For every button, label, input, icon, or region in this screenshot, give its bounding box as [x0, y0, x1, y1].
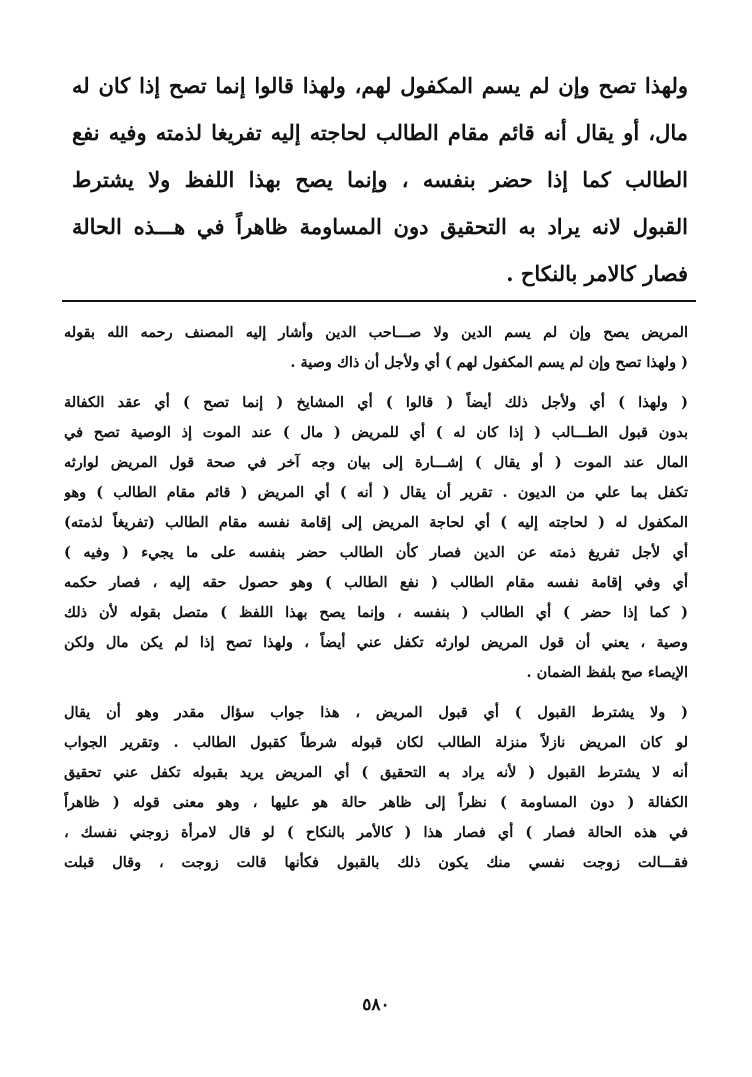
commentary-line: في هذه الحالة فصار ) أي فصار هذا ( كالأمر بالنكاح ) لو قال لامرأة زوجني نفسك ، — [64, 824, 688, 841]
commentary-line: ( ولهذا تصح وإن لم يسم المكفول لهم ) أي ولأجل أن ذاك وصية . — [290, 354, 688, 371]
paragraph-gap — [64, 688, 688, 698]
commentary-line: أنه لا يشترط القبول ( لأنه يراد به التحقيق ) أي المريض يريد بقبوله تكفل عني تحقيق — [64, 764, 688, 781]
commentary-text — [64, 318, 688, 878]
commentary-line: بدون قبول الطـــالب ( إذا كان له ) أي للمريض ( مال ) عند الموت إذ الوصية تصح في — [64, 424, 688, 441]
commentary-line: وصية ، يعني أن قول المريض لوارثه تكفل عني أيضاً ، ولهذا تصح إذا لم يكن مال ولكن — [64, 634, 688, 651]
commentary-line: الكفالة ( دون المساومة ) نظراً إلى ظاهر حالة هو عليها ، وهو معنى قوله ( ظاهراً — [64, 794, 688, 811]
main-text-line: ولهذا تصح وإن لم يسم المكفول لهم، ولهذا قالوا إنما تصح إذا كان له — [72, 73, 688, 98]
commentary-line: فقـــالت زوجت نفسي منك يكون ذلك بالقبول فكأنها قالت زوجت ، وقال قبلت — [64, 854, 688, 871]
main-text — [72, 62, 688, 297]
paragraph-gap — [64, 378, 688, 388]
commentary-line: أي وفي إقامة نفسه مقام الطالب ( نفع الطالب ) وهو حصول حقه إليه ، فصار حكمه — [64, 574, 688, 591]
commentary-line: ( ولا يشترط القبول ) أي قبول المريض ، هذا جواب سؤال مقدر وهو أن يقال — [64, 704, 688, 721]
commentary-line: المريض يصح وإن لم يسم الدين ولا صـــاحب الدين وأشار إليه المصنف رحمه الله بقوله — [64, 324, 688, 341]
section-divider — [62, 300, 696, 302]
commentary-line: أي لأجل تفريغ ذمته عن الدين فصار كأن الطالب حضر بنفسه على ما يجيء ( وفيه ) — [64, 544, 688, 561]
main-text-line: القبول لانه يراد به التحقيق دون المساومة ظاهراً في هـــذه الحالة — [72, 214, 688, 239]
commentary-line: المكفول له ( لحاجته إليه ) أي لحاجة المريض إلى إقامة نفسه مقام الطالب (تفريغاً لذمته) — [64, 514, 688, 531]
commentary-line: الإيصاء صح بلفظ الضمان . — [526, 664, 688, 681]
commentary-line: المال عند الموت ( أو يقال ) إشـــارة إلى بيان وجه آخر في صحة قول المريض لوارثه — [64, 454, 688, 471]
commentary-line: تكفل بما علي من الديون . تقرير أن يقال ( أنه ) أي المريض ( قائم مقام الطالب ) وهو — [64, 484, 688, 501]
commentary-line: ( ولهذا ) أي ولأجل ذلك أيضاً ( قالوا ) أي المشايخ ( إنما تصح ) أي عقد الكفالة — [64, 394, 688, 411]
main-text-line: مال، أو يقال أنه قائم مقام الطالب لحاجته إليه تفريغا لذمته وفيه نفع — [72, 120, 688, 145]
commentary-line: ( كما إذا حضر ) أي الطالب ( بنفسه ، وإنما يصح بهذا اللفظ ) متصل بقوله لأن ذلك — [64, 604, 688, 621]
page-number: ٥٨٠ — [362, 995, 390, 1015]
commentary-line: لو كان المريض نازلاً منزلة الطالب لكان قبوله شرطاً كقبول الطالب . وتقرير الجواب — [64, 734, 688, 751]
main-text-line: فصار كالامر بالنكاح . — [506, 261, 688, 286]
main-text-line: الطالب كما إذا حضر بنفسه ، وإنما يصح بهذا اللفظ ولا يشترط — [72, 167, 688, 192]
